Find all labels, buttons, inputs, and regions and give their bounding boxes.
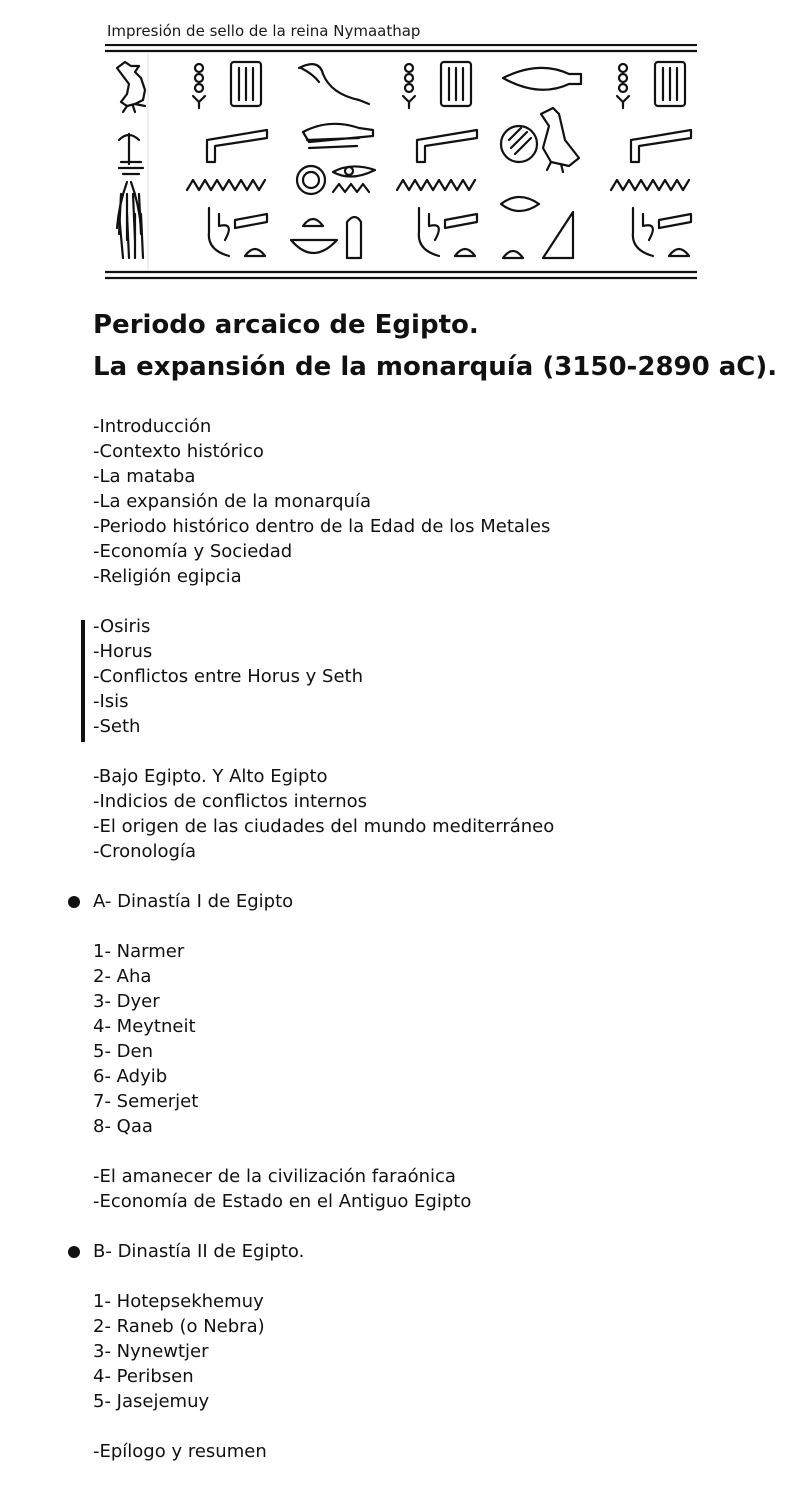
dynasty-2-heading: B- Dinastía II de Egipto. <box>93 1241 305 1262</box>
list-item: -La mataba <box>93 466 196 487</box>
list-item: -Horus <box>93 641 153 662</box>
list-item: -Isis <box>93 691 129 712</box>
list-item: -Cronología <box>93 841 196 862</box>
page-title-line-2: La expansión de la monarquía (3150-2890 aC). <box>93 352 778 382</box>
list-item: -El amanecer de la civilización faraónica <box>93 1166 456 1187</box>
list-item: 3- Dyer <box>93 991 160 1012</box>
list-item: 3- Nynewtjer <box>93 1341 209 1362</box>
list-item: -Conflictos entre Horus y Seth <box>93 666 364 687</box>
epilogue-item: -Epílogo y resumen <box>93 1441 267 1462</box>
list-item: -Economía y Sociedad <box>93 541 293 562</box>
list-item: 1- Hotepsekhemuy <box>93 1291 264 1312</box>
page-title-line-1: Periodo arcaico de Egipto. <box>93 310 479 340</box>
context-list <box>93 764 554 864</box>
dynasty-2-kings-list <box>93 1289 265 1414</box>
list-item: -Bajo Egipto. Y Alto Egipto <box>93 766 328 787</box>
list-item: 8- Qaa <box>93 1116 153 1137</box>
list-item: -Religión egipcia <box>93 566 242 587</box>
hieroglyphic-seal-icon <box>105 44 697 280</box>
list-item: 6- Adyib <box>93 1066 168 1087</box>
list-item: 5- Jasejemuy <box>93 1391 210 1412</box>
list-item: 2- Raneb (o Nebra) <box>93 1316 265 1337</box>
list-item: 4- Peribsen <box>93 1366 194 1387</box>
intro-list <box>93 414 550 589</box>
gods-list <box>93 614 363 739</box>
list-item: 5- Den <box>93 1041 154 1062</box>
list-item: -Introducción <box>93 416 212 437</box>
bullet-icon <box>68 896 80 908</box>
list-item: -La expansión de la monarquía <box>93 491 371 512</box>
list-item: 4- Meytneit <box>93 1016 196 1037</box>
list-item: -Indicios de conflictos internos <box>93 791 368 812</box>
dynasty-1-heading: A- Dinastía I de Egipto <box>93 891 294 912</box>
list-item: 7- Semerjet <box>93 1091 199 1112</box>
list-item: -Osiris <box>93 616 151 637</box>
seal-caption: Impresión de sello de la reina Nymaathap <box>107 22 421 40</box>
dynasty-1-notes-list <box>93 1164 471 1214</box>
dynasty-1-kings-list <box>93 939 198 1139</box>
list-item: -Seth <box>93 716 141 737</box>
list-item: -Periodo histórico dentro de la Edad de los Metales <box>93 516 551 537</box>
list-item: -Economía de Estado en el Antiguo Egipto <box>93 1191 472 1212</box>
list-item: 2- Aha <box>93 966 152 987</box>
list-item: 1- Narmer <box>93 941 185 962</box>
list-item: -El origen de las ciudades del mundo mediterráneo <box>93 816 555 837</box>
bullet-icon <box>68 1246 80 1258</box>
list-item: -Contexto histórico <box>93 441 264 462</box>
gods-section-bar <box>81 620 85 742</box>
